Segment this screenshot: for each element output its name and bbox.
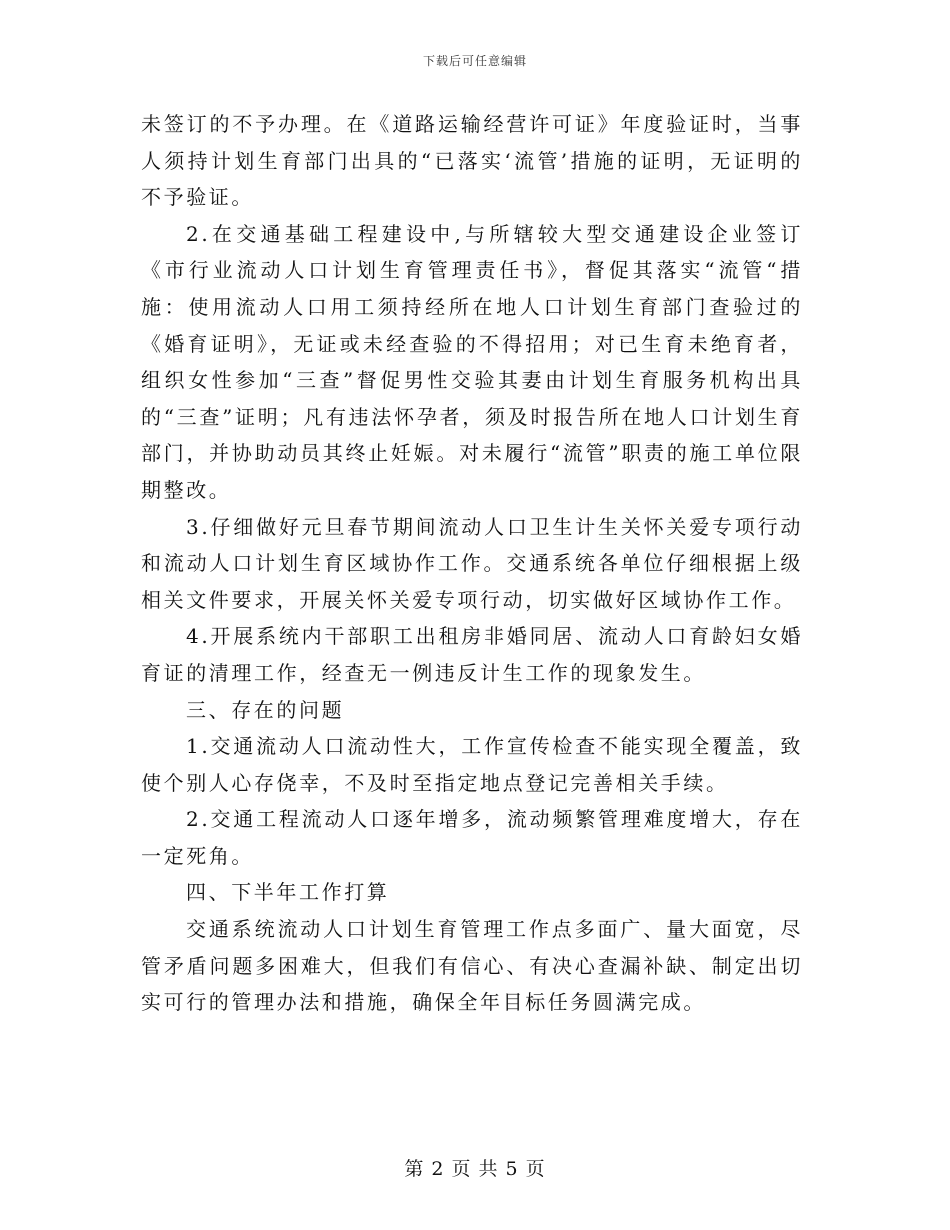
document-body bbox=[141, 106, 803, 1021]
section-heading-plan: 四、下半年工作打算 bbox=[186, 880, 390, 905]
page-number-footer: 第 2 页 共 5 页 bbox=[404, 1158, 546, 1180]
paragraph-item-4: 4.开展系统内干部职工出租房非婚同居、流动人口育龄妇女婚育证的清理工作，经查无一例违反计生工作的现象发生。 bbox=[141, 624, 803, 685]
paragraph-problem-2: 2.交通工程流动人口逐年增多，流动频繁管理难度增大，存在一定死角。 bbox=[141, 807, 803, 868]
paragraph-item-2: 2.在交通基础工程建设中,与所辖较大型交通建设企业签订《市行业流动人口计划生育管理责任书》，督促其落实“流管“措施：使用流动人口用工须持经所在地人口计划生育部门查验过的《婚育证明》，无证或未经查验的不得招用；对已生育未绝育者，组织女性参加“三查”督促男性交验其妻由计划生育服务机构出具的“三查”证明；凡有违法怀孕者，须及时报告所在地人口计划生育部门，并协助动员其终止妊娠。对未履行“流管”职责的施工单位限期整改。 bbox=[141, 221, 803, 502]
section-heading-problems: 三、存在的问题 bbox=[186, 697, 345, 722]
page-header-note: 下载后可任意编辑 bbox=[422, 54, 527, 68]
paragraph-item-3: 3.仔细做好元旦春节期间流动人口卫生计生关怀关爱专项行动和流动人口计划生育区域协作工作。交通系统各单位仔细根据上级相关文件要求，开展关怀关爱专项行动，切实做好区域协作工作。 bbox=[141, 514, 803, 612]
paragraph-continuation: 未签订的不予办理。在《道路运输经营许可证》年度验证时，当事人须持计划生育部门出具的“已落实‘流管’措施的证明，无证明的不予验证。 bbox=[141, 112, 803, 210]
paragraph-problem-1: 1.交通流动人口流动性大，工作宣传检查不能实现全覆盖，致使个别人心存侥幸，不及时至指定地点登记完善相关手续。 bbox=[141, 734, 803, 795]
paragraph-plan: 交通系统流动人口计划生育管理工作点多面广、量大面宽，尽管矛盾问题多困难大，但我们有信心、有决心查漏补缺、制定出切实可行的管理办法和措施，确保全年目标任务圆满完成。 bbox=[141, 917, 803, 1015]
